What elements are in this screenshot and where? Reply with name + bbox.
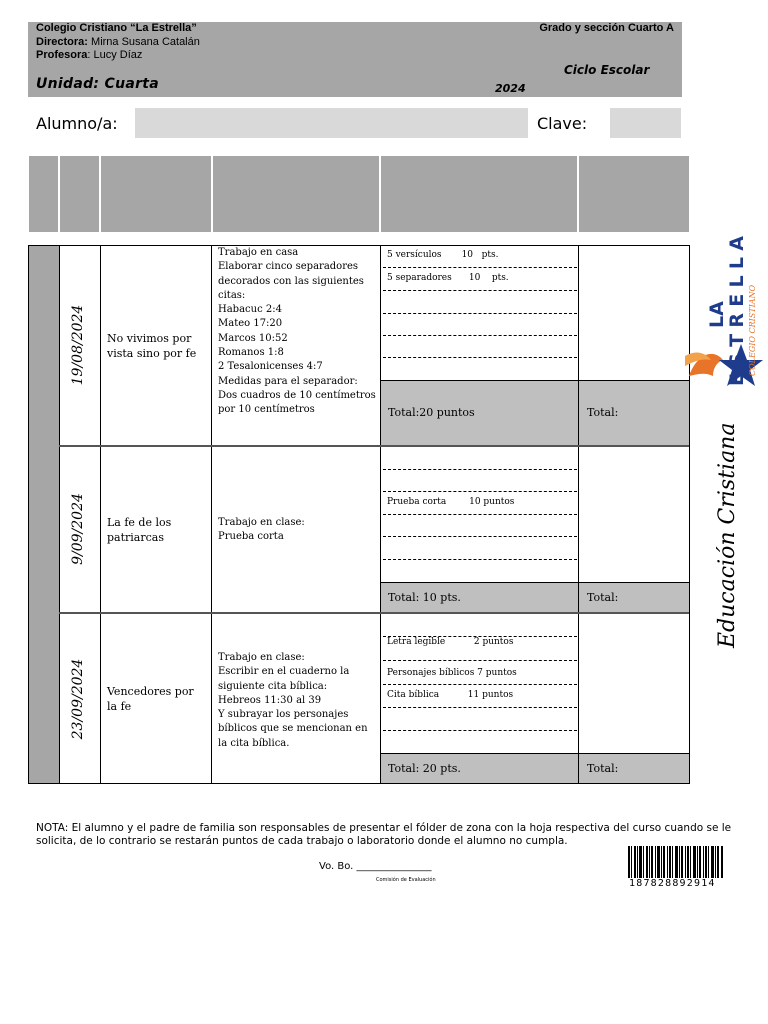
criterion-line — [383, 313, 577, 314]
criterion-item: Prueba corta 10 puntos — [387, 497, 515, 507]
activity-line: Elaborar cinco separadores decorados con las siguientes citas: — [218, 261, 364, 301]
commission-label: Comisión de Evaluación — [376, 877, 436, 883]
strip-divider — [577, 156, 579, 232]
activity-line: 2 Tesalonicenses 4:7 — [218, 361, 323, 373]
student-name-field[interactable] — [135, 108, 528, 138]
criterion-item: Cita bíblica 11 puntos — [387, 690, 514, 700]
teacher-label: Profesora — [36, 49, 88, 61]
score-label: Total: — [587, 762, 619, 775]
criterion-line — [383, 707, 577, 708]
student-code-label: Clave: — [537, 114, 588, 133]
criterion-item: Personajes bíblicos 7 puntos — [387, 668, 517, 678]
table-header-strip — [29, 156, 689, 232]
total-divider — [381, 582, 689, 583]
header-band — [28, 22, 682, 97]
footer-note: NOTA: El alumno y el padre de familia son responsables de presentar el fólder de zona con la hoja respectiva del curso cuando se le solicita, de lo contrario se restarán puntos de cada trabajo o laboratorio donde el alumno no cumpla. — [36, 822, 732, 847]
activity-line: Romanos 1:8 — [218, 347, 284, 359]
activity-line: Marcos 10:52 — [218, 332, 288, 344]
student-code-field[interactable] — [610, 108, 681, 138]
row-topic: La fe de los patriarcas — [107, 516, 172, 544]
row-activity — [218, 516, 376, 545]
director-line — [36, 36, 200, 48]
strip-divider — [211, 156, 213, 232]
activity-line: Y subrayar los personajes bíblicos que se mencionan en la cita bíblica. — [218, 709, 368, 749]
activity-line: Medidas para el separador: — [218, 375, 358, 387]
grade-section: Grado y sección Cuarto A — [539, 22, 674, 34]
unit-title: Unidad: Cuarta — [36, 76, 160, 92]
row-divider — [59, 612, 689, 614]
row-topic: Vencedores por la fe — [107, 685, 194, 713]
barcode-bars — [628, 846, 723, 878]
column-divider — [578, 246, 579, 783]
school-year-label: Ciclo Escolar — [564, 63, 650, 77]
table-side-column — [29, 246, 60, 783]
total-divider — [381, 753, 689, 754]
criterion-line — [383, 730, 577, 731]
activity-line: Trabajo en clase: — [218, 517, 305, 528]
row-activity — [218, 651, 376, 751]
column-divider — [380, 246, 381, 783]
criterion-line — [383, 469, 577, 470]
row-date: 23/09/2024 — [70, 658, 86, 740]
row-activity — [218, 246, 376, 418]
score-label: Total: — [587, 406, 619, 419]
criterion-line — [383, 559, 577, 560]
logo-line3: COLEGIO CRISTIANO — [748, 284, 757, 376]
activity-line: Escribir en el cuaderno la siguiente cita bíblica: — [218, 666, 350, 692]
row-total: Total: 10 pts. — [388, 591, 461, 604]
activity-line: Trabajo en casa — [218, 247, 299, 258]
subject-title: Educación Cristiana — [715, 422, 740, 648]
row-topic: No vivimos por vista sino por fe — [107, 332, 197, 360]
director-label: Directora: — [36, 36, 88, 48]
approval-line: Vo. Bo. _______________ — [319, 861, 432, 872]
school-name: Colegio Cristiano “La Estrella” — [36, 22, 197, 34]
criterion-line — [383, 335, 577, 336]
criterion-line — [383, 290, 577, 291]
activity-line: Mateo 17:20 — [218, 318, 283, 330]
total-divider — [381, 380, 689, 381]
column-divider — [100, 246, 101, 783]
criterion-line — [383, 491, 577, 492]
row-total: Total:20 puntos — [388, 406, 475, 419]
student-name-label: Alumno/a: — [36, 114, 118, 133]
barcode — [628, 846, 723, 878]
row-total: Total: 20 pts. — [388, 762, 461, 775]
school-logo — [683, 236, 765, 396]
criterion-line — [383, 267, 577, 268]
activity-line: Trabajo en clase: — [218, 652, 305, 663]
score-label: Total: — [587, 591, 619, 604]
column-divider — [211, 246, 212, 783]
criterion-line — [383, 357, 577, 358]
criterion-line — [383, 660, 577, 661]
criterion-item: 5 separadores 10 pts. — [387, 273, 509, 283]
strip-divider — [58, 156, 60, 232]
activity-line: Habacuc 2:4 — [218, 304, 282, 316]
school-year: 2024 — [495, 82, 526, 95]
criterion-line — [383, 536, 577, 537]
logo-line2: ESTRELLA — [726, 236, 748, 386]
barcode-number: 187828892914 — [629, 878, 716, 889]
strip-divider — [99, 156, 101, 232]
row-date: 9/09/2024 — [70, 493, 86, 565]
teacher-line — [36, 49, 142, 61]
row-date: 19/08/2024 — [70, 304, 86, 386]
criterion-item: 5 versículos 10 pts. — [387, 250, 499, 260]
director-name: Mirna Susana Catalán — [87, 36, 200, 48]
criterion-item: Letra legible 2 puntos — [387, 637, 514, 647]
criterion-line — [383, 514, 577, 515]
activity-line: Dos cuadros de 10 centímetros por 10 centímetros — [218, 389, 376, 416]
strip-divider — [379, 156, 381, 232]
activity-line: Prueba corta — [218, 531, 284, 543]
row-divider — [59, 445, 689, 447]
criterion-line — [383, 684, 577, 685]
teacher-name: : Lucy Díaz — [87, 49, 143, 61]
logo-line1: LA — [706, 301, 728, 328]
activity-line: Hebreos 11:30 al 39 — [218, 694, 322, 706]
